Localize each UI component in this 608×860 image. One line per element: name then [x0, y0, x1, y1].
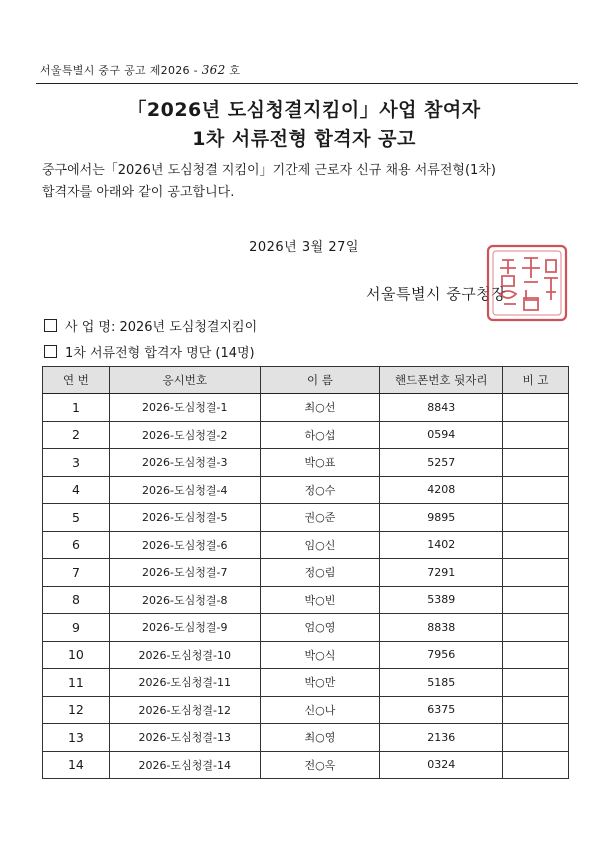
cell-exam-number: 2026-도심청결-12 [109, 696, 260, 724]
applicant-table [42, 366, 569, 779]
cell-name: 정○수 [260, 476, 380, 504]
cell-serial: 8 [43, 586, 110, 614]
cell-name: 임○신 [260, 531, 380, 559]
cell-exam-number: 2026-도심청결-1 [109, 394, 260, 422]
cell-remarks [503, 751, 569, 779]
cell-exam-number: 2026-도심청결-5 [109, 504, 260, 532]
cell-remarks [503, 394, 569, 422]
cell-name: 신○나 [260, 696, 380, 724]
cell-phone-suffix: 8843 [380, 394, 503, 422]
announcement-date: 2026년 3월 27일 [249, 240, 359, 255]
checkbox-square-icon [44, 345, 57, 358]
header-divider [36, 83, 578, 84]
table-row [43, 669, 569, 697]
cell-name: 최○선 [260, 394, 380, 422]
cell-name: 박○빈 [260, 586, 380, 614]
cell-remarks [503, 724, 569, 752]
cell-exam-number: 2026-도심청결-7 [109, 559, 260, 587]
notice-number [40, 62, 240, 78]
cell-exam-number: 2026-도심청결-2 [109, 421, 260, 449]
cell-serial: 1 [43, 394, 110, 422]
cell-exam-number: 2026-도심청결-13 [109, 724, 260, 752]
cell-name: 최○영 [260, 724, 380, 752]
cell-phone-suffix: 2136 [380, 724, 503, 752]
cell-name: 엄○영 [260, 614, 380, 642]
cell-serial: 6 [43, 531, 110, 559]
cell-remarks [503, 476, 569, 504]
cell-serial: 12 [43, 696, 110, 724]
cell-phone-suffix: 9895 [380, 504, 503, 532]
cell-exam-number: 2026-도심청결-11 [109, 669, 260, 697]
cell-serial: 5 [43, 504, 110, 532]
cell-name: 박○표 [260, 449, 380, 477]
document-title-line1: 「2026년 도심청결지킴이」사업 참여자 [127, 99, 481, 121]
cell-name: 정○림 [260, 559, 380, 587]
table-row [43, 641, 569, 669]
table-row [43, 724, 569, 752]
notice-number-prefix: 서울특별시 중구 공고 제2026 - [40, 64, 198, 77]
cell-phone-suffix: 6375 [380, 696, 503, 724]
cell-remarks [503, 504, 569, 532]
cell-phone-suffix: 5389 [380, 586, 503, 614]
cell-remarks [503, 586, 569, 614]
cell-remarks [503, 641, 569, 669]
table-row [43, 504, 569, 532]
cell-remarks [503, 614, 569, 642]
cell-phone-suffix: 1402 [380, 531, 503, 559]
cell-phone-suffix: 5257 [380, 449, 503, 477]
cell-name: 전○옥 [260, 751, 380, 779]
cell-phone-suffix: 7956 [380, 641, 503, 669]
body-paragraph-line2: 합격자를 아래와 같이 공고합니다. [42, 185, 235, 200]
body-paragraph-line1: 중구에서는「2026년 도심청결 지킴이」기간제 근로자 신규 채용 서류전형(1차) [42, 163, 496, 178]
checkbox-square-icon [44, 319, 57, 332]
table-row [43, 586, 569, 614]
cell-exam-number: 2026-도심청결-10 [109, 641, 260, 669]
cell-remarks [503, 449, 569, 477]
table-row [43, 696, 569, 724]
list-title-text: 1차 서류전형 합격자 명단 (14명) [65, 346, 255, 361]
header-serial: 연 번 [43, 367, 110, 394]
official-seal-icon [482, 242, 572, 324]
cell-name: 하○섭 [260, 421, 380, 449]
list-title-item [44, 342, 255, 361]
cell-phone-suffix: 7291 [380, 559, 503, 587]
header-name: 이 름 [260, 367, 380, 394]
cell-serial: 2 [43, 421, 110, 449]
cell-exam-number: 2026-도심청결-3 [109, 449, 260, 477]
header-phone-suffix: 핸드폰번호 뒷자리 [380, 367, 503, 394]
cell-serial: 14 [43, 751, 110, 779]
cell-serial: 9 [43, 614, 110, 642]
cell-name: 권○준 [260, 504, 380, 532]
table-row [43, 394, 569, 422]
table-row [43, 531, 569, 559]
cell-phone-suffix: 8838 [380, 614, 503, 642]
cell-exam-number: 2026-도심청결-6 [109, 531, 260, 559]
cell-phone-suffix: 0594 [380, 421, 503, 449]
table-row [43, 476, 569, 504]
cell-remarks [503, 669, 569, 697]
header-exam-number: 응시번호 [109, 367, 260, 394]
notice-number-handwritten: 362 [201, 63, 226, 77]
cell-remarks [503, 531, 569, 559]
table-row [43, 614, 569, 642]
cell-phone-suffix: 5185 [380, 669, 503, 697]
cell-serial: 3 [43, 449, 110, 477]
table-row [43, 751, 569, 779]
cell-exam-number: 2026-도심청결-8 [109, 586, 260, 614]
document-title-line2: 1차 서류전형 합격자 공고 [192, 128, 416, 150]
table-row [43, 449, 569, 477]
cell-name: 박○만 [260, 669, 380, 697]
cell-phone-suffix: 0324 [380, 751, 503, 779]
cell-serial: 7 [43, 559, 110, 587]
table-row [43, 421, 569, 449]
cell-serial: 13 [43, 724, 110, 752]
notice-number-suffix: 호 [229, 64, 241, 77]
cell-name: 박○식 [260, 641, 380, 669]
table-header-row [43, 367, 569, 394]
header-remarks: 비 고 [503, 367, 569, 394]
project-name-item [44, 316, 257, 335]
cell-exam-number: 2026-도심청결-9 [109, 614, 260, 642]
issuer-name: 서울특별시 중구청장 [366, 285, 507, 303]
cell-exam-number: 2026-도심청결-4 [109, 476, 260, 504]
cell-remarks [503, 696, 569, 724]
cell-phone-suffix: 4208 [380, 476, 503, 504]
cell-serial: 4 [43, 476, 110, 504]
table-row [43, 559, 569, 587]
cell-serial: 11 [43, 669, 110, 697]
project-name-text: 사 업 명: 2026년 도심청결지킴이 [65, 320, 258, 335]
cell-remarks [503, 421, 569, 449]
cell-remarks [503, 559, 569, 587]
cell-exam-number: 2026-도심청결-14 [109, 751, 260, 779]
cell-serial: 10 [43, 641, 110, 669]
